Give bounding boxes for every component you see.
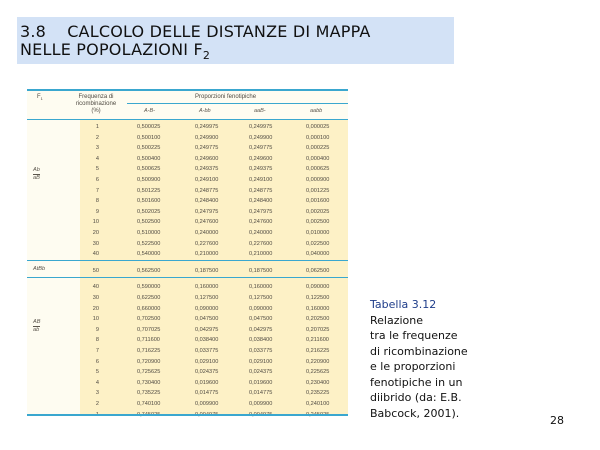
cell-aabb: 0,010000 — [306, 230, 330, 236]
cell-frequency: 2 — [95, 401, 99, 407]
cell-aabb: 0,211600 — [306, 337, 329, 344]
cell-aabb: 0,000100 — [306, 134, 330, 141]
cell-aabb: 0,000400 — [306, 155, 330, 162]
cell-frequency: 30 — [92, 295, 99, 301]
cell-a-bb: 0,249975 — [195, 124, 219, 130]
cell-a-bb: 0,210000 — [195, 251, 219, 258]
cell-a-bb: 0,047500 — [195, 316, 219, 323]
cell-aab: 0,247600 — [249, 219, 273, 226]
cell-a-b: 0,711600 — [137, 337, 160, 344]
cell-a-b: 0,622500 — [137, 295, 161, 301]
header-recombination-frequency — [75, 94, 117, 115]
table-row — [27, 315, 348, 323]
group-label-middle: AtBb — [33, 266, 46, 272]
cell-a-bb: 0,019600 — [195, 379, 219, 386]
table-row — [27, 336, 348, 344]
cell-a-b: 0,500225 — [137, 145, 161, 152]
cell-a-b: 0,590000 — [137, 284, 161, 291]
cell-a-b: 0,500900 — [137, 177, 161, 183]
cell-aab: 0,009900 — [249, 401, 273, 407]
cell-frequency: 7 — [95, 348, 99, 354]
group-label-repulsion-bottom: aB — [33, 175, 40, 181]
group-label-repulsion-top: Ab — [33, 167, 40, 173]
group-separator — [27, 277, 348, 278]
cell-a-bb: 0,249600 — [195, 155, 219, 162]
slide-title — [17, 17, 454, 64]
table-row — [27, 368, 348, 376]
table-row — [27, 347, 348, 355]
table-bottom-rule — [27, 414, 348, 416]
cell-a-b: 0,501225 — [137, 187, 161, 194]
slide-title-line-2 — [20, 40, 210, 62]
recombination-table — [27, 89, 348, 416]
cell-aab: 0,248400 — [249, 198, 273, 205]
cell-a-b: 0,735225 — [137, 390, 161, 397]
cell-aabb: 0,062500 — [306, 267, 330, 274]
cell-a-bb: 0,187500 — [195, 267, 219, 274]
table-row — [27, 134, 348, 142]
cell-a-bb: 0,024375 — [195, 369, 219, 376]
slide-title-line-1: 3.8 CALCOLO DELLE DISTANZE DI MAPPA — [20, 22, 371, 41]
group-label-coupling-top: AB — [33, 319, 41, 325]
slide-title-line-2-text: NELLE POPOLAZIONI F — [20, 40, 203, 59]
cell-a-bb: 0,038400 — [195, 337, 219, 344]
caption-line-4: e le proporzioni — [370, 360, 456, 373]
table-row — [27, 144, 348, 152]
cell-a-b: 0,522500 — [137, 240, 161, 247]
header-bottom-rule — [27, 119, 348, 120]
caption-line-7: Babcock, 2001). — [370, 406, 460, 420]
table-row — [27, 240, 348, 248]
cell-aab: 0,047500 — [249, 316, 273, 323]
cell-a-b: 0,500100 — [137, 134, 161, 141]
cell-frequency: 10 — [92, 316, 99, 323]
caption-line-1: Relazione — [370, 313, 424, 327]
cell-a-b: 0,502500 — [137, 219, 161, 226]
cell-frequency: 5 — [95, 166, 99, 173]
subheader-a-b: A-B- — [144, 108, 155, 114]
cell-aabb: 0,002025 — [306, 208, 330, 215]
cell-frequency: 8 — [95, 198, 99, 205]
cell-frequency: 20 — [92, 230, 99, 236]
table-top-rule — [27, 89, 348, 91]
cell-a-bb: 0,247975 — [195, 208, 219, 215]
cell-aab: 0,240000 — [249, 230, 273, 236]
table-row — [27, 305, 348, 313]
table-row — [27, 326, 348, 334]
cell-aabb: 0,002500 — [306, 219, 330, 226]
header-f1-sub: 1 — [40, 96, 43, 102]
cell-frequency: 4 — [95, 379, 99, 386]
subheader-a-bb: A-bb — [199, 108, 211, 114]
cell-frequency: 30 — [92, 240, 99, 247]
cell-a-bb: 0,160000 — [195, 284, 219, 291]
cell-a-b: 0,702500 — [137, 316, 161, 323]
cell-a-bb: 0,249775 — [195, 145, 219, 152]
cell-aabb: 0,225625 — [306, 369, 330, 376]
table-row — [27, 155, 348, 163]
cell-aab: 0,187500 — [249, 267, 273, 274]
table-row — [27, 187, 348, 195]
table-row — [27, 379, 348, 387]
cell-frequency: 8 — [95, 337, 99, 344]
cell-a-b: 0,510000 — [137, 230, 161, 236]
group-label-coupling-bottom: ab — [33, 327, 40, 333]
cell-a-b: 0,740100 — [137, 401, 161, 407]
subheader-aabb: aabb — [310, 108, 323, 114]
cell-a-b: 0,500025 — [137, 124, 161, 130]
cell-frequency: 9 — [95, 326, 99, 333]
cell-aab: 0,248775 — [249, 187, 273, 194]
table-row — [27, 267, 348, 275]
cell-frequency: 1 — [95, 124, 99, 130]
cell-aab: 0,249375 — [249, 166, 273, 173]
subheader-aab: aaB- — [254, 108, 266, 114]
cell-aabb: 0,000900 — [306, 177, 330, 183]
cell-a-bb: 0,249900 — [195, 134, 219, 141]
cell-a-b: 0,540000 — [137, 251, 161, 258]
page-number: 28 — [550, 414, 564, 427]
cell-frequency: 2 — [95, 134, 99, 141]
cell-aabb: 0,160000 — [306, 305, 330, 312]
cell-aab: 0,160000 — [249, 284, 273, 291]
cell-frequency: 40 — [92, 251, 99, 258]
cell-aabb: 0,220900 — [306, 358, 330, 365]
cell-a-b: 0,730400 — [137, 379, 161, 386]
cell-aab: 0,042975 — [249, 326, 273, 333]
cell-aabb: 0,202500 — [306, 316, 330, 323]
cell-a-bb: 0,249375 — [195, 166, 219, 173]
header-sub-rule — [127, 103, 348, 104]
cell-a-bb: 0,042975 — [195, 326, 219, 333]
table-row — [27, 389, 348, 397]
cell-aab: 0,249975 — [249, 124, 273, 130]
cell-aabb: 0,000625 — [306, 166, 330, 173]
header-freq-line-1: Frequenza di — [78, 94, 114, 100]
table-row — [27, 218, 348, 226]
cell-frequency: 50 — [92, 267, 99, 274]
cell-a-b: 0,501600 — [137, 198, 161, 205]
table-row — [27, 294, 348, 302]
cell-a-bb: 0,249100 — [195, 177, 219, 183]
table-row — [27, 400, 348, 408]
cell-a-bb: 0,227600 — [195, 240, 219, 247]
caption-line-2: tra le frequenze — [370, 329, 458, 342]
cell-aabb: 0,240100 — [306, 401, 330, 407]
cell-a-bb: 0,127500 — [195, 295, 219, 301]
cell-aabb: 0,001225 — [306, 187, 330, 194]
cell-aabb: 0,040000 — [306, 251, 330, 258]
cell-a-bb: 0,248775 — [195, 187, 219, 194]
cell-frequency: 6 — [95, 177, 99, 183]
table-row — [27, 123, 348, 131]
table-row — [27, 165, 348, 173]
cell-frequency: 7 — [95, 187, 99, 194]
cell-aab: 0,024375 — [249, 369, 273, 376]
table-row — [27, 208, 348, 216]
table-row — [27, 283, 348, 291]
cell-aab: 0,014775 — [249, 390, 273, 397]
cell-frequency: 20 — [92, 305, 99, 312]
group-separator — [27, 260, 348, 261]
cell-aabb: 0,090000 — [306, 284, 330, 291]
cell-frequency: 5 — [95, 369, 99, 376]
cell-frequency: 6 — [95, 358, 99, 365]
cell-aabb: 0,022500 — [306, 240, 330, 247]
cell-aab: 0,249100 — [249, 177, 273, 183]
cell-a-bb: 0,014775 — [195, 390, 219, 397]
cell-aab: 0,029100 — [249, 358, 273, 365]
cell-aab: 0,019600 — [249, 379, 273, 386]
cell-frequency: 9 — [95, 208, 99, 215]
cell-aabb: 0,230400 — [306, 379, 330, 386]
cell-frequency: 40 — [92, 284, 99, 291]
cell-a-b: 0,500625 — [137, 166, 161, 173]
cell-aab: 0,227600 — [249, 240, 273, 247]
cell-a-bb: 0,033775 — [195, 348, 219, 354]
cell-frequency: 3 — [95, 390, 99, 397]
cell-aab: 0,249775 — [249, 145, 273, 152]
cell-a-b: 0,725625 — [137, 369, 161, 376]
cell-a-bb: 0,090000 — [195, 305, 219, 312]
slide-title-subscript: 2 — [202, 49, 211, 63]
cell-a-bb: 0,009900 — [195, 401, 219, 407]
cell-aab: 0,249900 — [249, 134, 273, 141]
cell-aab: 0,210000 — [249, 251, 273, 258]
caption-line-3: di ricombinazione — [370, 344, 468, 358]
table-row — [27, 250, 348, 258]
cell-a-b: 0,502025 — [137, 208, 161, 215]
cell-a-b: 0,500400 — [137, 155, 161, 162]
table-caption — [370, 297, 490, 421]
header-f1-text: F — [37, 94, 41, 100]
table-row — [27, 176, 348, 184]
cell-a-b: 0,716225 — [137, 348, 161, 354]
cell-aab: 0,247975 — [249, 208, 273, 215]
cell-aab: 0,033775 — [249, 348, 273, 354]
table-row — [27, 229, 348, 237]
cell-a-bb: 0,248400 — [195, 198, 219, 205]
cell-aabb: 0,000025 — [306, 124, 330, 130]
cell-a-bb: 0,240000 — [195, 230, 219, 236]
caption-line-5: fenotipiche in un — [370, 375, 463, 389]
cell-aabb: 0,216225 — [306, 348, 330, 354]
cell-frequency: 4 — [95, 155, 99, 162]
cell-aab: 0,127500 — [249, 295, 273, 301]
cell-a-b: 0,720900 — [137, 358, 161, 365]
header-phenotypic-proportions: Proporzioni fenotipiche — [195, 94, 257, 100]
cell-a-bb: 0,247600 — [195, 219, 219, 226]
cell-a-b: 0,707025 — [137, 326, 161, 333]
cell-aabb: 0,122500 — [306, 295, 330, 301]
cell-frequency: 3 — [95, 145, 99, 152]
cell-frequency: 10 — [92, 219, 99, 226]
cell-a-b: 0,562500 — [137, 267, 161, 274]
cell-aab: 0,090000 — [249, 305, 273, 312]
cell-aabb: 0,207025 — [306, 326, 330, 333]
header-f1 — [37, 94, 43, 102]
cell-aabb: 0,001600 — [306, 198, 330, 205]
cell-aab: 0,038400 — [249, 337, 273, 344]
caption-title: Tabella 3.12 — [370, 298, 437, 311]
cell-a-bb: 0,029100 — [195, 358, 219, 365]
table-row — [27, 358, 348, 366]
cell-aab: 0,249600 — [249, 155, 273, 162]
header-freq-line-2: ricombinazione — [75, 101, 117, 107]
header-freq-line-3: (%) — [91, 108, 101, 114]
caption-line-6: diibrido (da: E.B. — [370, 391, 462, 404]
cell-aabb: 0,000225 — [306, 145, 330, 152]
table-row — [27, 197, 348, 205]
cell-aabb: 0,235225 — [306, 390, 330, 397]
cell-a-b: 0,660000 — [137, 305, 161, 312]
